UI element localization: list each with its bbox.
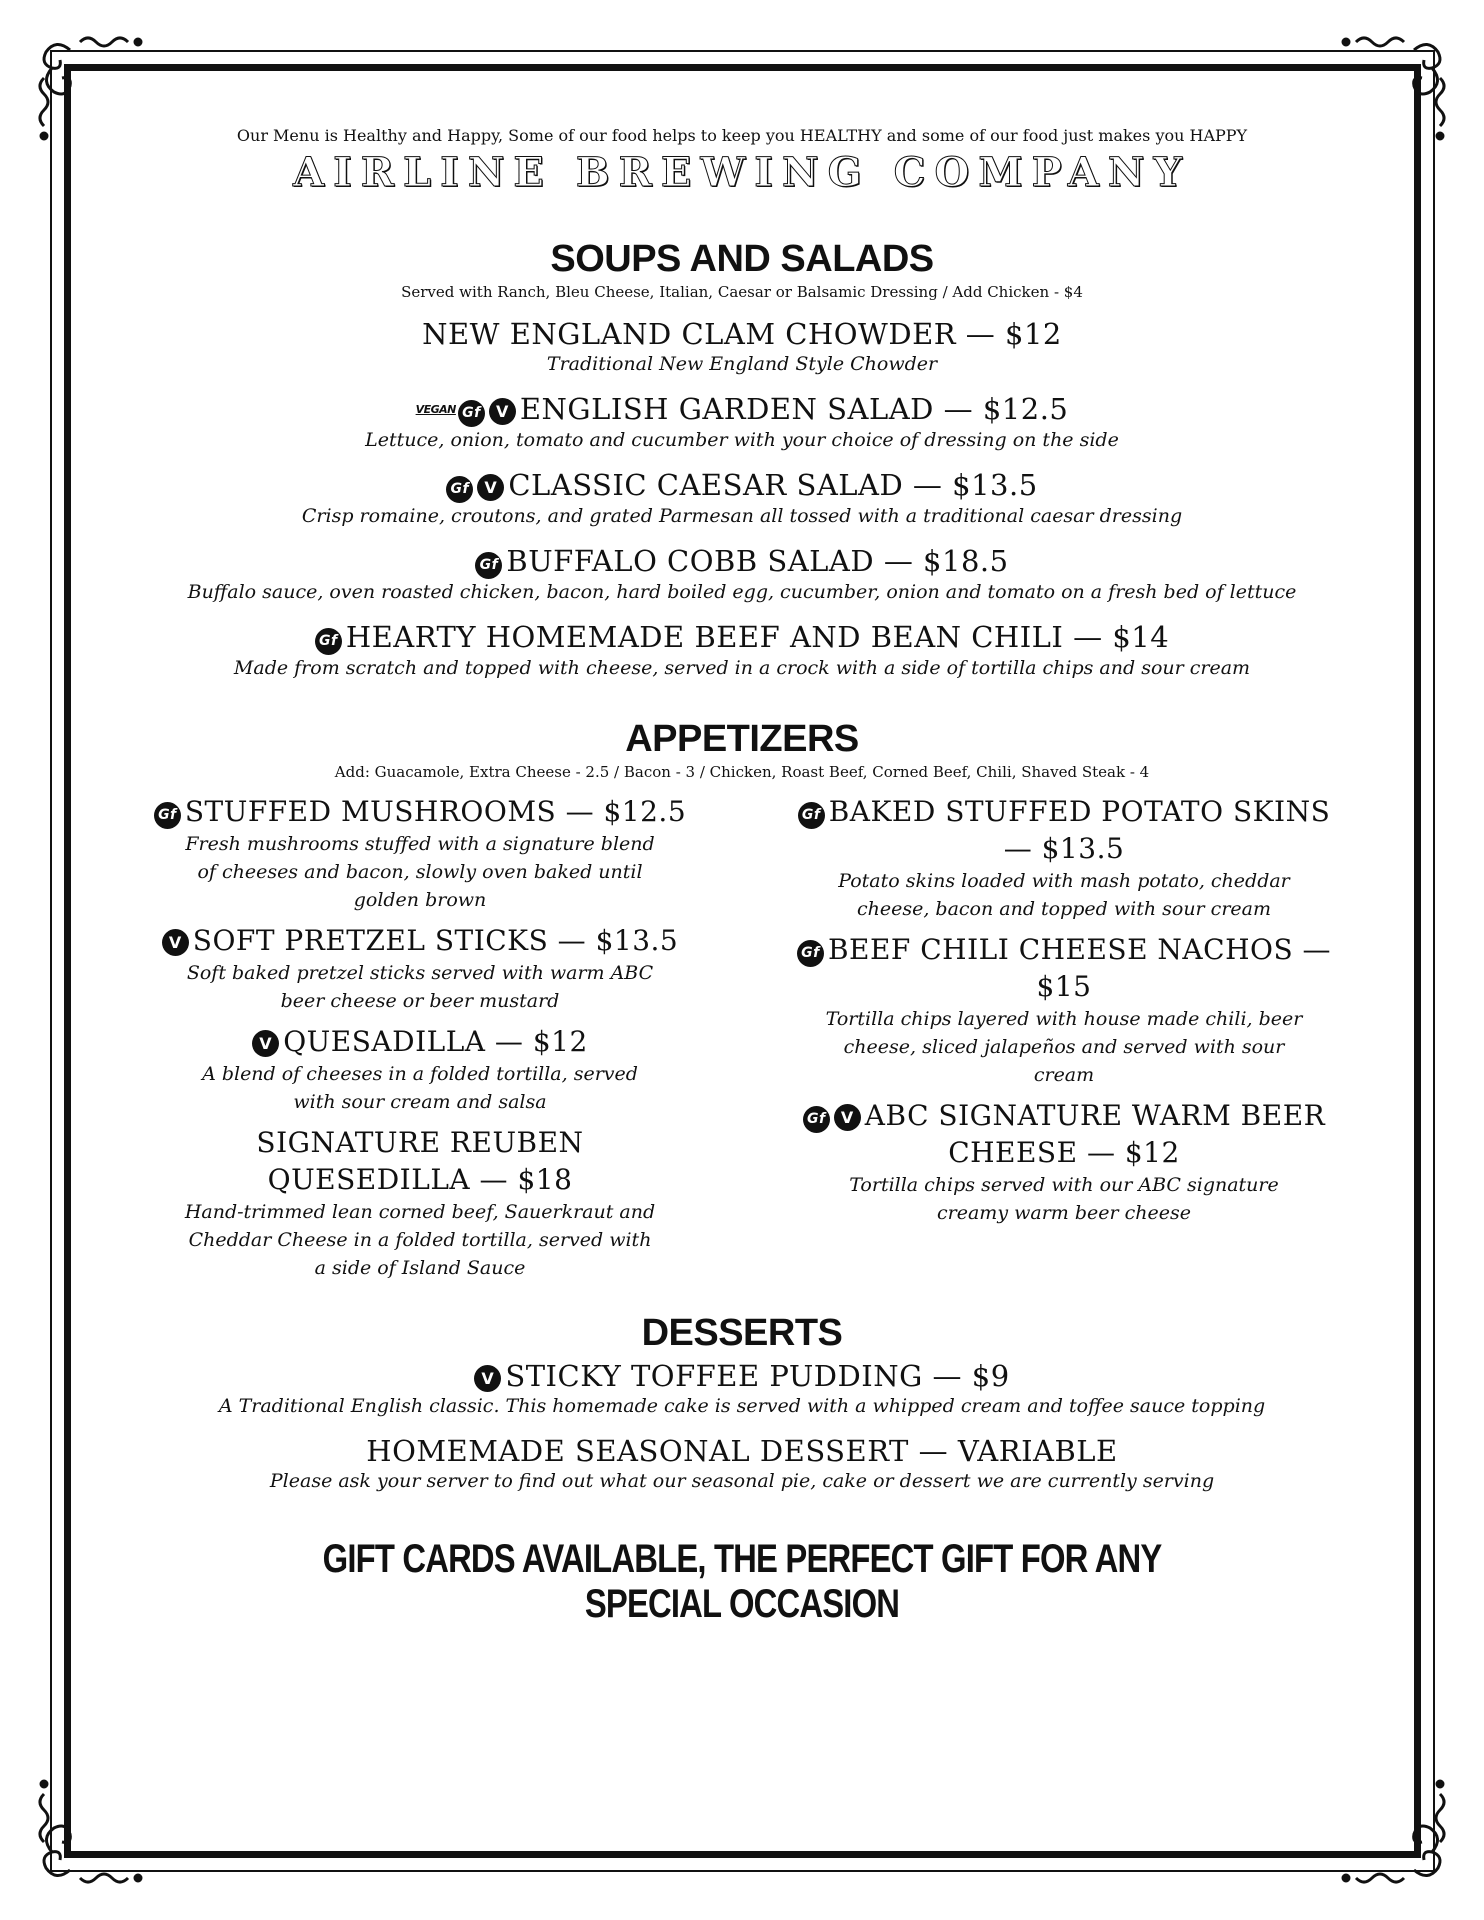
menu-item — [150, 317, 1334, 378]
menu-item — [794, 1097, 1334, 1227]
menu-item — [150, 922, 690, 1015]
menu-item — [150, 1124, 690, 1282]
item-description: Hand-trimmed lean corned beef, Sauerkraut and Cheddar Cheese in a folded tortilla, served with a side of Island Sauce — [184, 1201, 656, 1279]
gluten-free-icon: Gf — [458, 400, 485, 427]
menu-item — [150, 544, 1334, 606]
item-name: BUFFALO COBB SALAD — $18.5 — [506, 544, 1009, 578]
menu-item — [150, 620, 1334, 682]
section-appetizers — [150, 718, 1334, 1282]
item-name: BEEF CHILI CHEESE NACHOS — $15 — [827, 933, 1332, 1003]
section-soups-salads — [150, 238, 1334, 682]
gluten-free-icon: Gf — [154, 802, 181, 829]
item-name: BAKED STUFFED POTATO SKINS — $13.5 — [828, 795, 1331, 865]
vegan-icon: VEGAN — [415, 403, 456, 416]
vegetarian-icon: V — [474, 1365, 501, 1392]
item-description: Lettuce, onion, tomato and cucumber with your choice of dressing on the side — [365, 429, 1119, 451]
vegetarian-icon: V — [162, 929, 189, 956]
vegetarian-icon: V — [252, 1030, 279, 1057]
gluten-free-icon: Gf — [798, 802, 825, 829]
section-desserts — [150, 1312, 1334, 1495]
footer — [150, 1537, 1334, 1627]
item-description: Crisp romaine, croutons, and grated Parmesan all tossed with a traditional caesar dressing — [301, 505, 1183, 527]
item-description: Tortilla chips layered with house made chili, beer cheese, sliced jalapeños and served with sour cream — [825, 1008, 1303, 1086]
brand-title: AIRLINE BREWING COMPANY — [293, 149, 1191, 196]
item-name: CLASSIC CAESAR SALAD — $13.5 — [508, 468, 1038, 502]
item-description: Potato skins loaded with mash potato, cheddar cheese, bacon and topped with sour cream — [838, 870, 1290, 920]
appetizer-columns — [150, 785, 1334, 1282]
menu-item — [794, 931, 1334, 1089]
appetizer-column-left — [150, 785, 690, 1282]
menu-item — [150, 1434, 1334, 1495]
item-name: HOMEMADE SEASONAL DESSERT — VARIABLE — [366, 1434, 1118, 1468]
gluten-free-icon: Gf — [315, 628, 342, 655]
ornament-corner-icon — [30, 1762, 160, 1892]
item-name: STICKY TOFFEE PUDDING — $9 — [505, 1359, 1010, 1393]
gluten-free-icon: Gf — [797, 940, 824, 967]
section-note: Served with Ranch, Bleu Cheese, Italian, Caesar or Balsamic Dressing / Add Chicken - $4 — [401, 283, 1083, 301]
item-description: Traditional New England Style Chowder — [546, 353, 938, 375]
item-description: Fresh mushrooms stuffed with a signature blend of cheeses and bacon, slowly oven baked until golden brown — [185, 833, 655, 911]
item-name: ABC SIGNATURE WARM BEER CHEESE — $12 — [864, 1099, 1326, 1169]
vegetarian-icon: V — [489, 398, 516, 425]
tagline: Our Menu is Healthy and Happy, Some of our food helps to keep you HEALTHY and some of our food just makes you HAPPY — [236, 126, 1248, 145]
item-description: A Traditional English classic. This homemade cake is served with a whipped cream and toffee sauce topping — [218, 1395, 1266, 1417]
item-description: Tortilla chips served with our ABC signature creamy warm beer cheese — [849, 1174, 1279, 1224]
gluten-free-icon: Gf — [446, 476, 473, 503]
menu-item — [150, 1359, 1334, 1420]
section-title: DESSERTS — [641, 1312, 843, 1354]
item-name: HEARTY HOMEMADE BEEF AND BEAN CHILI — $14 — [345, 620, 1170, 654]
section-title: SOUPS AND SALADS — [550, 238, 934, 280]
menu-content — [150, 118, 1334, 1627]
item-name: SOFT PRETZEL STICKS — $13.5 — [192, 924, 679, 957]
vegetarian-icon: V — [477, 474, 504, 501]
gift-cards-banner: GIFT CARDS AVAILABLE, THE PERFECT GIFT FOR ANY SPECIAL OCCASION — [322, 1537, 1162, 1626]
section-title: APPETIZERS — [625, 718, 859, 760]
menu-item — [150, 793, 690, 914]
ornament-corner-icon — [1324, 28, 1454, 158]
item-description: Please ask your server to find out what our seasonal pie, cake or dessert we are currently serving — [269, 1470, 1215, 1492]
item-name: NEW ENGLAND CLAM CHOWDER — $12 — [422, 317, 1062, 351]
vegetarian-icon: V — [834, 1104, 861, 1131]
item-description: Soft baked pretzel sticks served with warm ABC beer cheese or beer mustard — [186, 962, 654, 1012]
menu-item — [150, 468, 1334, 530]
menu-item — [150, 392, 1334, 454]
item-name: ENGLISH GARDEN SALAD — $12.5 — [519, 392, 1069, 426]
appetizer-column-right — [794, 785, 1334, 1282]
item-description: A blend of cheeses in a folded tortilla, served with sour cream and salsa — [202, 1063, 638, 1113]
item-name: QUESADILLA — $12 — [283, 1025, 588, 1058]
item-description: Made from scratch and topped with cheese, served in a crock with a side of tortilla chips and sour cream — [233, 657, 1251, 679]
item-description: Buffalo sauce, oven roasted chicken, bacon, hard boiled egg, cucumber, onion and tomato on a fresh bed of lettuce — [187, 581, 1297, 603]
gluten-free-icon: Gf — [475, 552, 502, 579]
gluten-free-icon: Gf — [803, 1106, 830, 1133]
menu-item — [794, 793, 1334, 923]
item-name: STUFFED MUSHROOMS — $12.5 — [184, 795, 687, 828]
ornament-corner-icon — [1324, 1762, 1454, 1892]
ornament-corner-icon — [30, 28, 160, 158]
item-name: SIGNATURE REUBEN QUESEDILLA — $18 — [256, 1126, 584, 1196]
section-note: Add: Guacamole, Extra Cheese - 2.5 / Bacon - 3 / Chicken, Roast Beef, Corned Beef, Chili, Shaved Steak - 4 — [334, 763, 1150, 781]
menu-item — [150, 1023, 690, 1116]
